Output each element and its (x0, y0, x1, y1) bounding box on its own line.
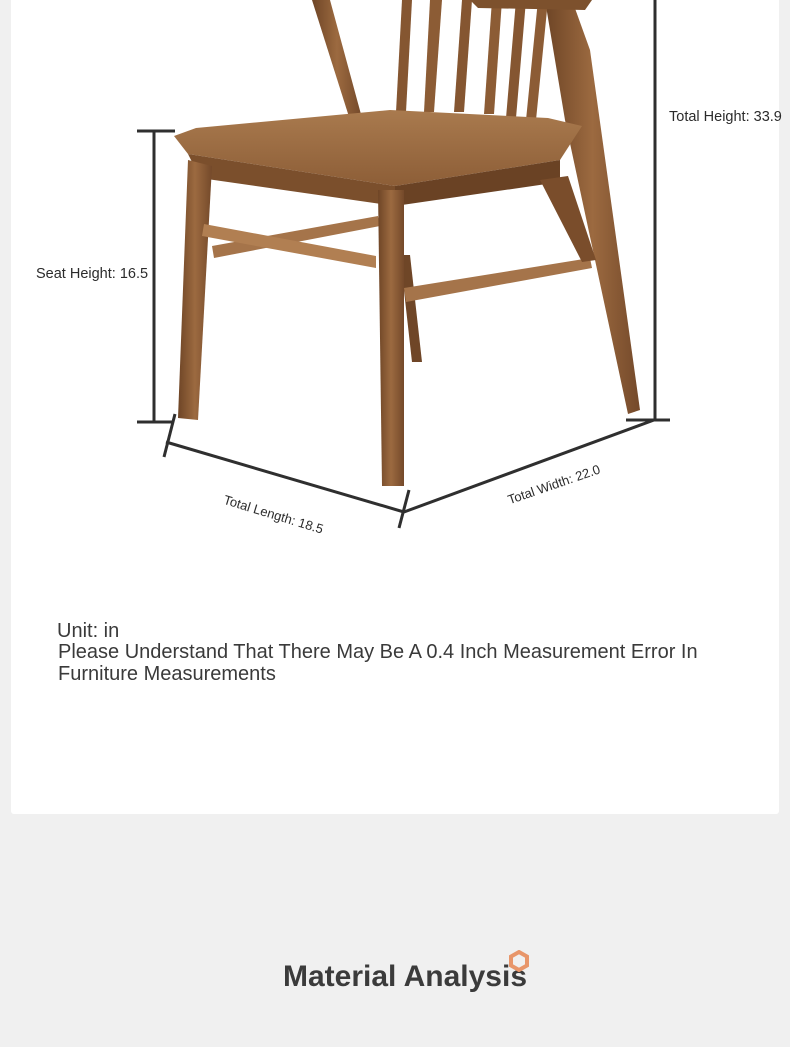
seat-height-label: Seat Height: 16.5 (36, 266, 149, 282)
total-width-label: Total Width: 22.0 (505, 461, 603, 508)
total-length-label: Total Length: 18.5 (221, 492, 326, 537)
hexagon-icon (508, 950, 530, 972)
section-title: Material Analysis (283, 960, 527, 993)
chair-image (174, 0, 640, 486)
measurement-note: Please Understand That There May Be A 0.4 Inch Measurement Error In Furniture Measurements (58, 641, 698, 685)
total-height-label: Total Height: 33.9 (669, 109, 782, 125)
unit-label: Unit: in (57, 620, 120, 642)
